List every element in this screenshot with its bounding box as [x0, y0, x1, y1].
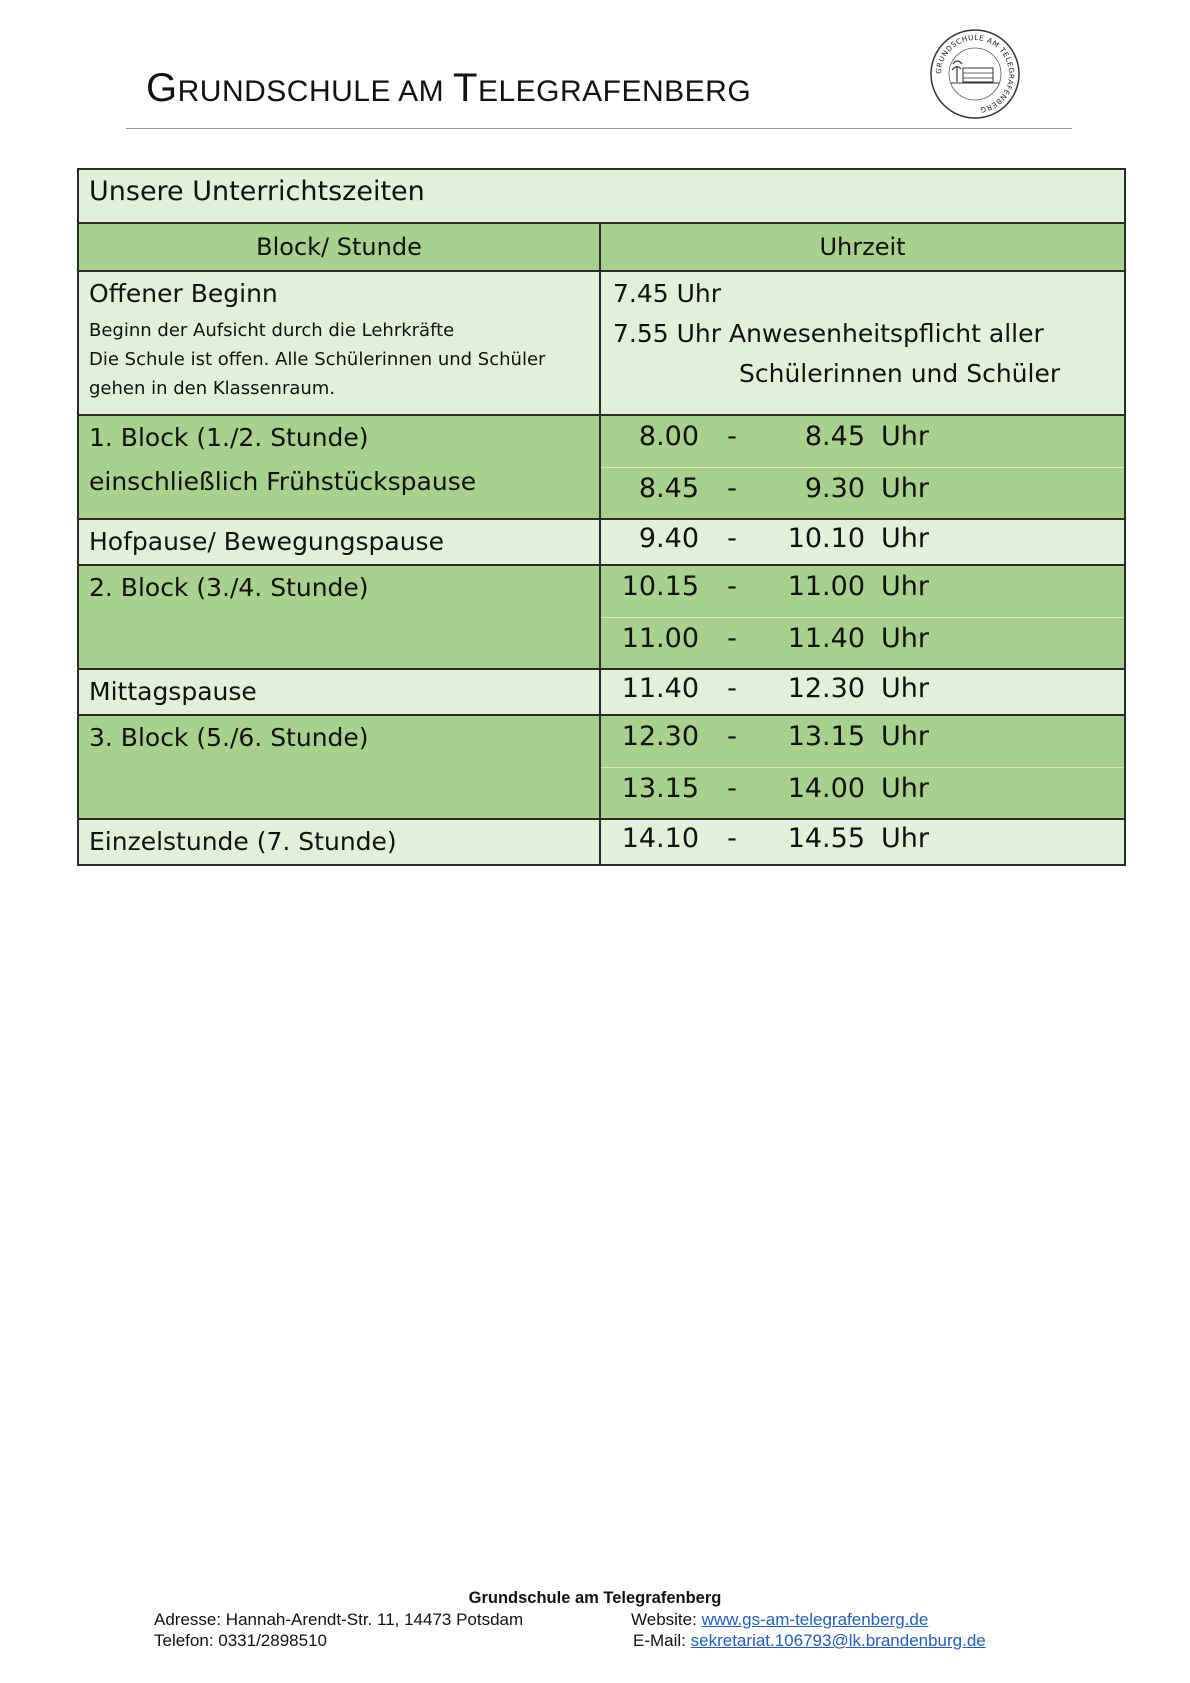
footer-email-row [633, 1631, 986, 1651]
open-start-time-2-cont: Schülerinnen und Schüler [739, 359, 1061, 388]
time-unit: Uhr [881, 571, 929, 602]
open-start-time-1: 7.45 Uhr [613, 279, 722, 308]
table-row [78, 715, 1125, 819]
open-start-label: Offener Beginn [89, 279, 278, 308]
table-row [78, 519, 1125, 565]
time-unit: Uhr [881, 523, 929, 554]
time-from: 8.45 [638, 473, 699, 504]
row-label: 2. Block (3./4. Stunde) [89, 573, 369, 602]
row-label: Hofpause/ Bewegungspause [89, 527, 444, 556]
table-row [78, 819, 1125, 865]
school-logo-icon [929, 28, 1021, 120]
time-unit: Uhr [881, 823, 929, 854]
time-dash: - [727, 473, 737, 504]
footer-website-row [631, 1610, 928, 1630]
time-from: 11.00 [621, 623, 699, 654]
time-to: 14.00 [787, 773, 865, 804]
row-label: 1. Block (1./2. Stunde) [89, 423, 369, 452]
open-start-note-1: Beginn der Aufsicht durch die Lehrkräfte [89, 320, 455, 341]
time-from: 14.10 [621, 823, 699, 854]
time-to: 14.55 [787, 823, 865, 854]
logo-ring-text: GRUNDSCHULE AM TELEGRAFENBERG [933, 32, 1017, 115]
open-start-time-2: 7.55 Uhr Anwesenheitspflicht aller [613, 319, 1044, 348]
time-from: 8.00 [638, 421, 699, 452]
column-header-block: Block/ Stunde [78, 223, 600, 271]
time-unit: Uhr [881, 773, 929, 804]
row-label: 3. Block (5./6. Stunde) [89, 723, 369, 752]
svg-text:GRUNDSCHULE AM TELEGRAFENBERG [934, 33, 1016, 115]
time-dash: - [727, 673, 737, 704]
time-to: 11.00 [787, 571, 865, 602]
time-unit: Uhr [881, 421, 929, 452]
time-range [601, 670, 1124, 714]
time-dash: - [727, 571, 737, 602]
header-divider [126, 128, 1072, 129]
time-to: 8.45 [804, 421, 865, 452]
time-to: 9.30 [804, 473, 865, 504]
time-to: 12.30 [787, 673, 865, 704]
table-row [78, 415, 1125, 519]
table-title: Unsere Unterrichtszeiten [78, 169, 1125, 223]
time-range [601, 520, 1124, 564]
time-unit: Uhr [881, 623, 929, 654]
row-sublabel: einschließlich Frühstückspause [89, 467, 477, 496]
table-row [78, 565, 1125, 669]
time-range [601, 416, 1124, 467]
time-dash: - [727, 623, 737, 654]
time-to: 10.10 [787, 523, 865, 554]
time-range [601, 566, 1124, 617]
time-dash: - [727, 421, 737, 452]
table-row [78, 669, 1125, 715]
time-from: 13.15 [621, 773, 699, 804]
title-part-2: ELEGRAFENBERG [477, 75, 752, 108]
time-range [601, 467, 1124, 518]
footer-website-link[interactable]: www.gs-am-telegrafenberg.de [701, 1610, 929, 1629]
column-header-time: Uhrzeit [600, 223, 1125, 271]
title-initial-g: G [146, 66, 178, 110]
time-to: 11.40 [787, 623, 865, 654]
title-initial-t: T [453, 66, 478, 110]
footer-phone: Telefon: 0331/2898510 [154, 1631, 327, 1650]
time-range [601, 716, 1124, 767]
footer-email-link[interactable]: sekretariat.106793@lk.brandenburg.de [690, 1631, 986, 1650]
time-from: 9.40 [638, 523, 699, 554]
time-from: 10.15 [621, 571, 699, 602]
time-from: 12.30 [621, 721, 699, 752]
open-start-note-3: gehen in den Klassenraum. [89, 378, 336, 399]
time-range [601, 820, 1124, 864]
time-to: 13.15 [787, 721, 865, 752]
footer-email-label: E-Mail: [633, 1631, 686, 1650]
schedule-table [77, 168, 1126, 866]
row-label: Einzelstunde (7. Stunde) [89, 827, 397, 856]
time-from: 11.40 [621, 673, 699, 704]
time-dash: - [727, 721, 737, 752]
title-part-1: RUNDSCHULE AM [177, 75, 453, 108]
page-title [146, 66, 751, 111]
time-range [601, 767, 1124, 818]
time-range [601, 617, 1124, 668]
open-start-note-2: Die Schule ist offen. Alle Schülerinnen und Schüler [89, 349, 546, 370]
time-dash: - [727, 523, 737, 554]
row-label: Mittagspause [89, 677, 257, 706]
footer-school-name: Grundschule am Telegrafenberg [468, 1589, 722, 1607]
table-row-open-start [78, 271, 1125, 415]
footer-website-label: Website: [631, 1610, 697, 1629]
time-unit: Uhr [881, 473, 929, 504]
time-unit: Uhr [881, 721, 929, 752]
time-unit: Uhr [881, 673, 929, 704]
time-dash: - [727, 823, 737, 854]
time-dash: - [727, 773, 737, 804]
footer-address: Adresse: Hannah-Arendt-Str. 11, 14473 Potsdam [154, 1610, 524, 1629]
